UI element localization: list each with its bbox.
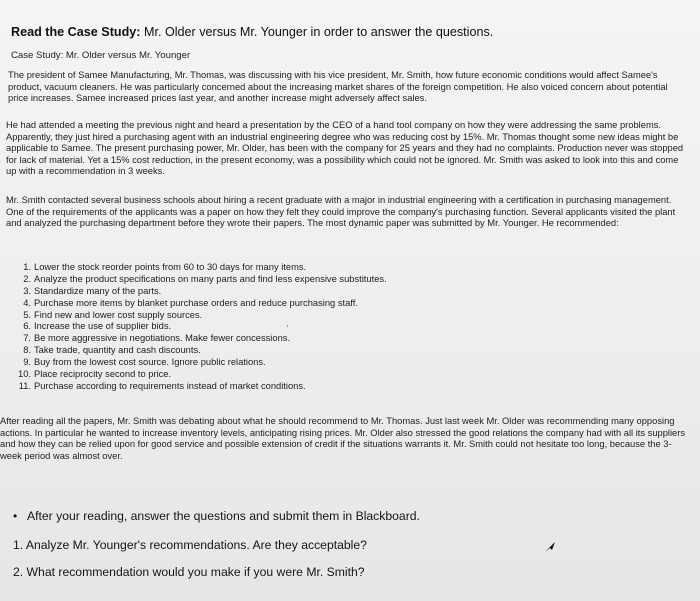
list-item-number: 7. bbox=[23, 333, 31, 344]
paragraph-hiring: Mr. Smith contacted several business schools about hiring a recent graduate with a major in industrial engineering with a certification in purchasing management. One of the requirements of the applicants was a paper on how they felt they could improve the company's purchasing function. Several applicants visited the plant and analyzed the purchasing department before they wrote their papers. The most dynamic paper was submitted by Mr. Younger. He recommended: bbox=[6, 195, 676, 229]
paragraph-debate: After reading all the papers, Mr. Smith was debating about what he should recommend to Mr. Thomas. Just last week Mr. Older was recommending many opposing actions. In particular he wanted to increase inventory levels, anticipating rising prices. Mr. Older also stressed the good relations the company had with all its suppliers and how they can be relied upon for good service and possible extension of credit if the situations warrants it. Mr. Smith could not hesitate too long, because the 3-week period was almost over. bbox=[0, 416, 686, 461]
list-item bbox=[12, 286, 387, 298]
list-item-text: Take trade, quantity and cash discounts. bbox=[34, 345, 201, 356]
list-item-number: 4. bbox=[23, 297, 31, 308]
list-item bbox=[12, 274, 387, 286]
list-item-text: Increase the use of supplier bids. bbox=[34, 321, 172, 332]
question-1: 1. Analyze Mr. Younger's recommendations. Are they acceptable? bbox=[13, 538, 367, 552]
list-item bbox=[12, 333, 387, 345]
instruction-text: After your reading, answer the questions and submit them in Blackboard. bbox=[27, 509, 420, 523]
list-item-number: 8. bbox=[23, 345, 31, 356]
list-item bbox=[12, 262, 387, 274]
mouse-cursor-icon bbox=[543, 540, 557, 554]
title-prefix: Read the Case Study: bbox=[11, 25, 141, 39]
list-item-text: Purchase according to requirements instead of market conditions. bbox=[34, 380, 306, 391]
list-item bbox=[12, 369, 387, 381]
list-item-text: Be more aggressive in negotiations. Make fewer concessions. bbox=[34, 333, 291, 344]
list-item-number: 11. bbox=[18, 380, 31, 391]
list-item-text: Buy from the lowest cost source. Ignore public relations. bbox=[34, 357, 266, 368]
list-item-number: 10. bbox=[18, 369, 31, 380]
list-item-text: Place reciprocity second to price. bbox=[34, 369, 172, 380]
list-item-text: Purchase more items by blanket purchase orders and reduce purchasing staff. bbox=[34, 297, 358, 308]
list-item-number: 1. bbox=[23, 262, 31, 272]
title-rest: Mr. Older versus Mr. Younger in order to answer the questions. bbox=[140, 25, 494, 39]
list-item-number: 6. bbox=[23, 321, 31, 332]
case-study-subtitle: Case Study: Mr. Older versus Mr. Younger bbox=[11, 50, 191, 61]
list-item bbox=[12, 321, 387, 333]
paragraph-meeting: He had attended a meeting the previous night and heard a presentation by the CEO of a hand tool company on how they were addressing the same problems. Apparently, they just hired a purchasing agent with an industrial engineering degree who was reducing cost by 15%. Mr. Thomas thought some new ideas might be applicable to Samee. The present purchasing power, Mr. Older, has been with the company for 25 years and they had no complaints. Production never was stopped for lack of material. Yet a 15% cost reduction, in the present economy, was a possibility which could not be ignored. Mr. Smith was asked to look into this and come up with a recommendation in 3 weeks. bbox=[6, 120, 684, 177]
list-item-text: Standardize many of the parts. bbox=[34, 285, 162, 296]
page-title bbox=[11, 25, 493, 39]
list-item-text: Lower the stock reorder points from 60 to 30 days for many items. bbox=[34, 262, 307, 272]
list-item bbox=[12, 357, 387, 369]
question-2: 2. What recommendation would you make if you were Mr. Smith? bbox=[13, 565, 365, 579]
list-item bbox=[12, 298, 387, 310]
list-item-number: 3. bbox=[23, 285, 31, 296]
list-item bbox=[12, 381, 387, 393]
instruction-bullet bbox=[13, 509, 420, 523]
recommendations-list bbox=[12, 262, 387, 393]
list-item-number: 2. bbox=[23, 273, 31, 284]
text-cursor-mark: , bbox=[286, 318, 289, 328]
list-item-number: 9. bbox=[23, 357, 31, 368]
list-item bbox=[12, 310, 387, 322]
paragraph-intro: The president of Samee Manufacturing, Mr. Thomas, was discussing with his vice president, Mr. Smith, how future economic conditions would affect Samee's product, vacuum cleaners. He was particularly concerned about the increasing market shares of the foreign competition. He also voiced concern about potential price increases. Samee increased prices last year, and another increase might adversely affect sales. bbox=[8, 70, 668, 104]
list-item-number: 5. bbox=[23, 309, 31, 320]
list-item-text: Analyze the product specifications on many parts and find less expensive substitutes. bbox=[34, 273, 387, 284]
list-item-text: Find new and lower cost supply sources. bbox=[34, 309, 203, 320]
bullet-icon: • bbox=[13, 509, 18, 523]
list-item bbox=[12, 345, 387, 357]
